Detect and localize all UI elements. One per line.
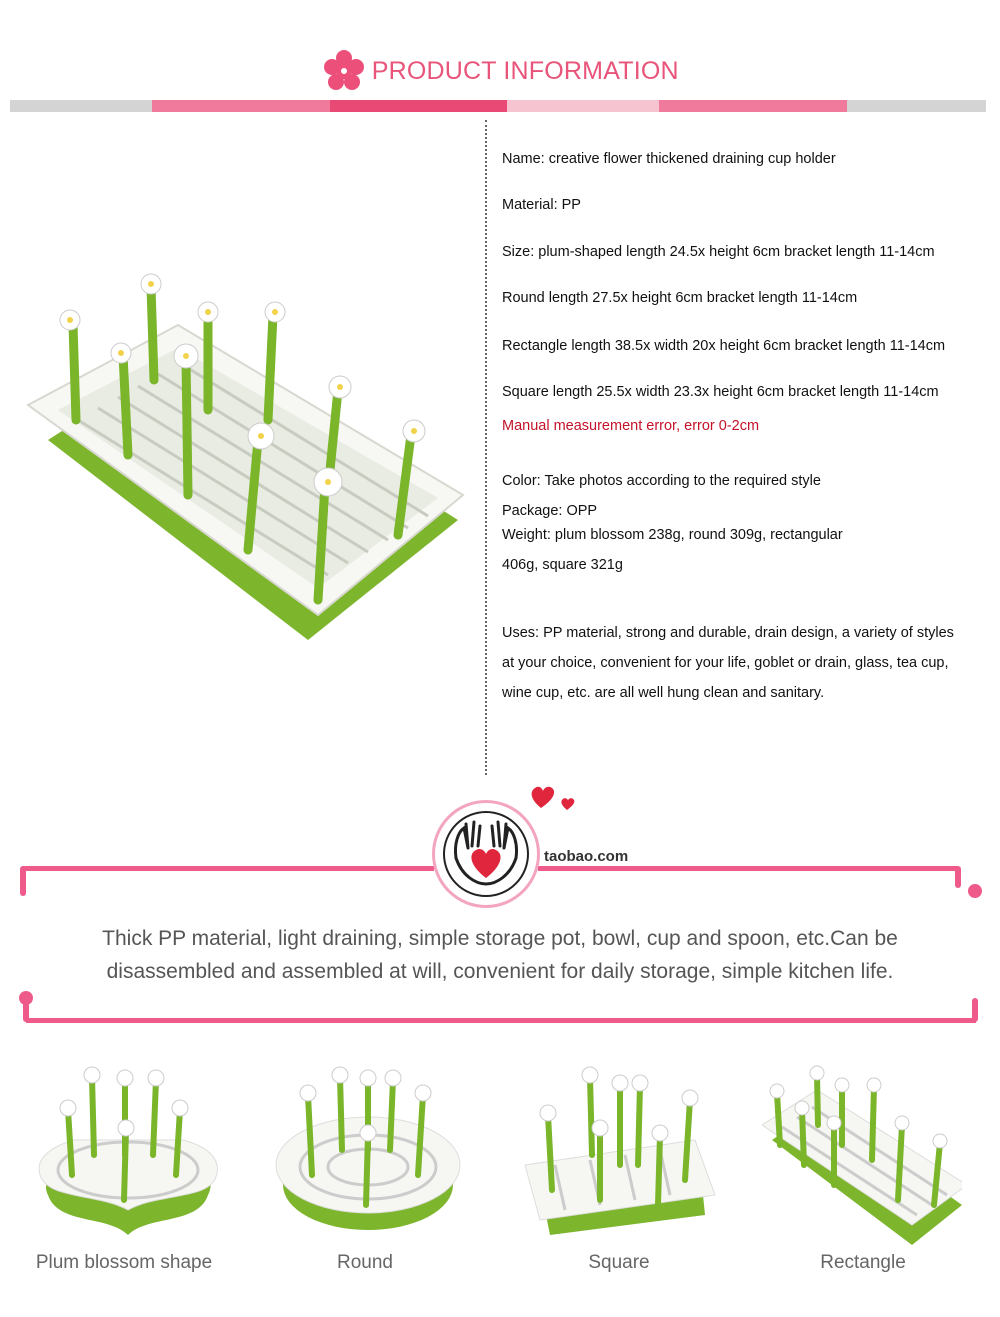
product-image-round — [268, 1065, 468, 1245]
info-package: Package: OPP — [502, 503, 598, 519]
info-size-plum: Size: plum-shaped length 24.5x height 6cm bracket length 11-14cm — [502, 244, 935, 260]
banner-dot-right — [968, 884, 982, 898]
slogan-line-2: disassembled and assembled at will, convenient for daily storage, simple kitchen life. — [106, 960, 894, 983]
shape-label-round: Round — [337, 1252, 393, 1273]
product-image-rectangle-rack — [18, 270, 468, 650]
shape-label-rectangle: Rectangle — [820, 1252, 906, 1273]
section-header — [0, 48, 1000, 98]
info-size-round: Round length 27.5x height 6cm bracket length 11-14cm — [502, 290, 858, 306]
hearts-icon — [527, 780, 577, 814]
info-weight-line1: Weight: plum blossom 238g, round 309g, rectangular — [502, 527, 843, 543]
page-title: PRODUCT INFORMATION — [371, 56, 679, 85]
flower-icon — [321, 48, 367, 94]
header-stripe-pink-3 — [507, 100, 659, 112]
banner-line-top-right — [538, 866, 958, 871]
banner-line-top-left — [22, 866, 434, 871]
info-name: Name: creative flower thickened draining cup holder — [502, 151, 836, 167]
info-size-rectangle: Rectangle length 38.5x width 20x height 6cm bracket length 11-14cm — [502, 338, 946, 354]
shape-label-plum-blossom: Plum blossom shape — [35, 1252, 213, 1273]
product-image-plum-blossom — [28, 1065, 228, 1245]
info-color: Color: Take photos according to the required style — [502, 473, 821, 489]
info-error-note: Manual measurement error, error 0-2cm — [502, 418, 760, 434]
slogan-line-1: Thick PP material, light draining, simple storage pot, bowl, cup and spoon, etc.Can be — [102, 927, 898, 950]
header-stripe-gray-left — [10, 100, 152, 112]
info-weight-line2: 406g, square 321g — [502, 557, 623, 573]
info-uses-line1: Uses: PP material, strong and durable, drain design, a variety of styles — [502, 625, 954, 641]
info-uses-line3: wine cup, etc. are all well hung clean and sanitary. — [502, 685, 825, 701]
banner-curl-bottom-right — [972, 998, 978, 1022]
header-stripe-pink-1 — [152, 100, 330, 112]
banner-curl-right — [955, 866, 961, 888]
info-material: Material: PP — [502, 197, 581, 213]
info-size-square: Square length 25.5x width 23.3x height 6cm bracket length 11-14cm — [502, 384, 939, 400]
product-image-rectangle — [762, 1065, 962, 1245]
dotted-divider — [485, 120, 487, 775]
info-uses-line2: at your choice, convenient for your life, goblet or drain, glass, tea cup, — [502, 655, 949, 671]
banner-line-bottom — [26, 1018, 976, 1023]
header-stripe-pink-4 — [659, 100, 847, 112]
logo-text: taobao.com — [544, 848, 629, 865]
shape-label-square: Square — [588, 1252, 650, 1273]
slogan — [40, 922, 960, 988]
header-stripe-pink-2 — [330, 100, 507, 112]
banner-curl-left — [20, 866, 26, 896]
product-image-square — [520, 1065, 720, 1245]
header-stripe-gray-right — [847, 100, 986, 112]
hands-heart-icon — [448, 818, 524, 890]
